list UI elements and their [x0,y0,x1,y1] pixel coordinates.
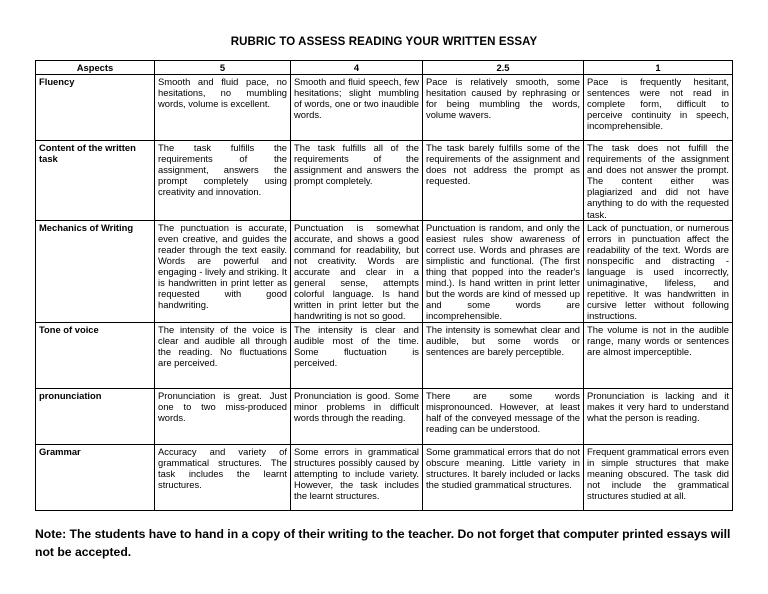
header-aspects: Aspects [36,61,155,75]
table-cell: The intensity of the voice is clear and audible all through the reading. No fluctuations are perceived. [155,322,291,388]
header-score-1: 1 [584,61,733,75]
table-cell: The punctuation is accurate, even creative, and guides the reader through the text easily. Words are powerful and engaging - lively and striking. It is handwritten in print letter as requested with good handwriting. [155,220,291,322]
table-cell: The task does not fulfill the requirements of the assignment and does not answer the prompt. The content either was plagiarized and did not have anything to do with the requested task. [584,141,733,221]
table-cell: Punctuation is random, and only the easiest rules show awareness of correct use. Words and phrases are simplistic and functional. (The first thing that popped into the reader's mind.). Is hand written in print letter but the words are kind of messed up and some words are incomprehensible. [423,220,584,322]
table-row [36,444,733,510]
aspect-content: Content of the written task [36,141,155,221]
table-row [36,322,733,388]
table-cell: Some grammatical errors that do not obscure meaning. Little variety in structures. It barely included or lacks the studied grammatical structures. [423,444,584,510]
footer-note: Note: The students have to hand in a copy of their writing to the teacher. Do not forget that computer printed essays will not be accepted. [35,527,731,559]
table-cell: Smooth and fluid speech, few hesitations; slight mumbling of words, one or two inaudible words. [291,75,423,141]
aspect-fluency: Fluency [36,75,155,141]
table-cell: Pronunciation is great. Just one to two miss-produced words. [155,388,291,444]
aspect-pronunciation: pronunciation [36,388,155,444]
table-row [36,388,733,444]
table-cell: Pronunciation is lacking and it makes it very hard to understand what the person is reading. [584,388,733,444]
table-row [36,141,733,221]
table-cell: There are some words mispronounced. However, at least half of the conveyed message of the reading can be understood. [423,388,584,444]
table-cell: Some errors in grammatical structures possibly caused by attempting to include variety. However, the task includes the learnt structures. [291,444,423,510]
table-cell: The intensity is clear and audible most of the time. Some fluctuation is perceived. [291,322,423,388]
table-cell: Pronunciation is good. Some minor problems in difficult words through the reading. [291,388,423,444]
table-cell: Punctuation is somewhat accurate, and shows a good command for readability, but not creativity. Words are accurate and clear in a general sense, attempts colorful language. Is hand written in print letter but the handwriting is not so good. [291,220,423,322]
table-cell: Accuracy and variety of grammatical structures. The task includes the learnt structures. [155,444,291,510]
table-header-row [36,61,733,75]
table-row [36,220,733,322]
header-score-5: 5 [155,61,291,75]
table-cell: Pace is frequently hesitant, sentences were not read in complete form, difficult to perceive continuity in speech, incomprehensible. [584,75,733,141]
table-cell: The volume is not in the audible range, many words or sentences are almost imperceptible. [584,322,733,388]
header-score-2-5: 2.5 [423,61,584,75]
table-cell: Frequent grammatical errors even in simple structures that make meaning obscured. The task did not include the grammatical structures studied at all. [584,444,733,510]
aspect-tone-of-voice: Tone of voice [36,322,155,388]
table-cell: The task barely fulfills some of the requirements of the assignment and does not address the prompt as requested. [423,141,584,221]
table-cell: Smooth and fluid pace, no hesitations, no mumbling words, volume is excellent. [155,75,291,141]
table-cell: Pace is relatively smooth, some hesitation caused by rephrasing or for being mumbling the words, volume wavers. [423,75,584,141]
table-cell: The task fulfills all of the requirements of the assignment and answers the prompt completely. [291,141,423,221]
aspect-mechanics: Mechanics of Writing [36,220,155,322]
table-cell: The task fulfills the requirements of the assignment, answers the prompt completely using creativity and innovation. [155,141,291,221]
table-cell: The intensity is somewhat clear and audible, but some words or sentences are barely perceptible. [423,322,584,388]
table-row [36,75,733,141]
header-score-4: 4 [291,61,423,75]
aspect-grammar: Grammar [36,444,155,510]
table-cell: Lack of punctuation, or numerous errors in punctuation affect the readability of the text. Words are nonspecific and distracting - language is used incorrectly, unimaginative, lifeless, and repetitive. It was handwritten in cursive letter without following instructions. [584,220,733,322]
document-title: RUBRIC TO ASSESS READING YOUR WRITTEN ESSAY [230,36,538,48]
rubric-table [35,60,733,511]
